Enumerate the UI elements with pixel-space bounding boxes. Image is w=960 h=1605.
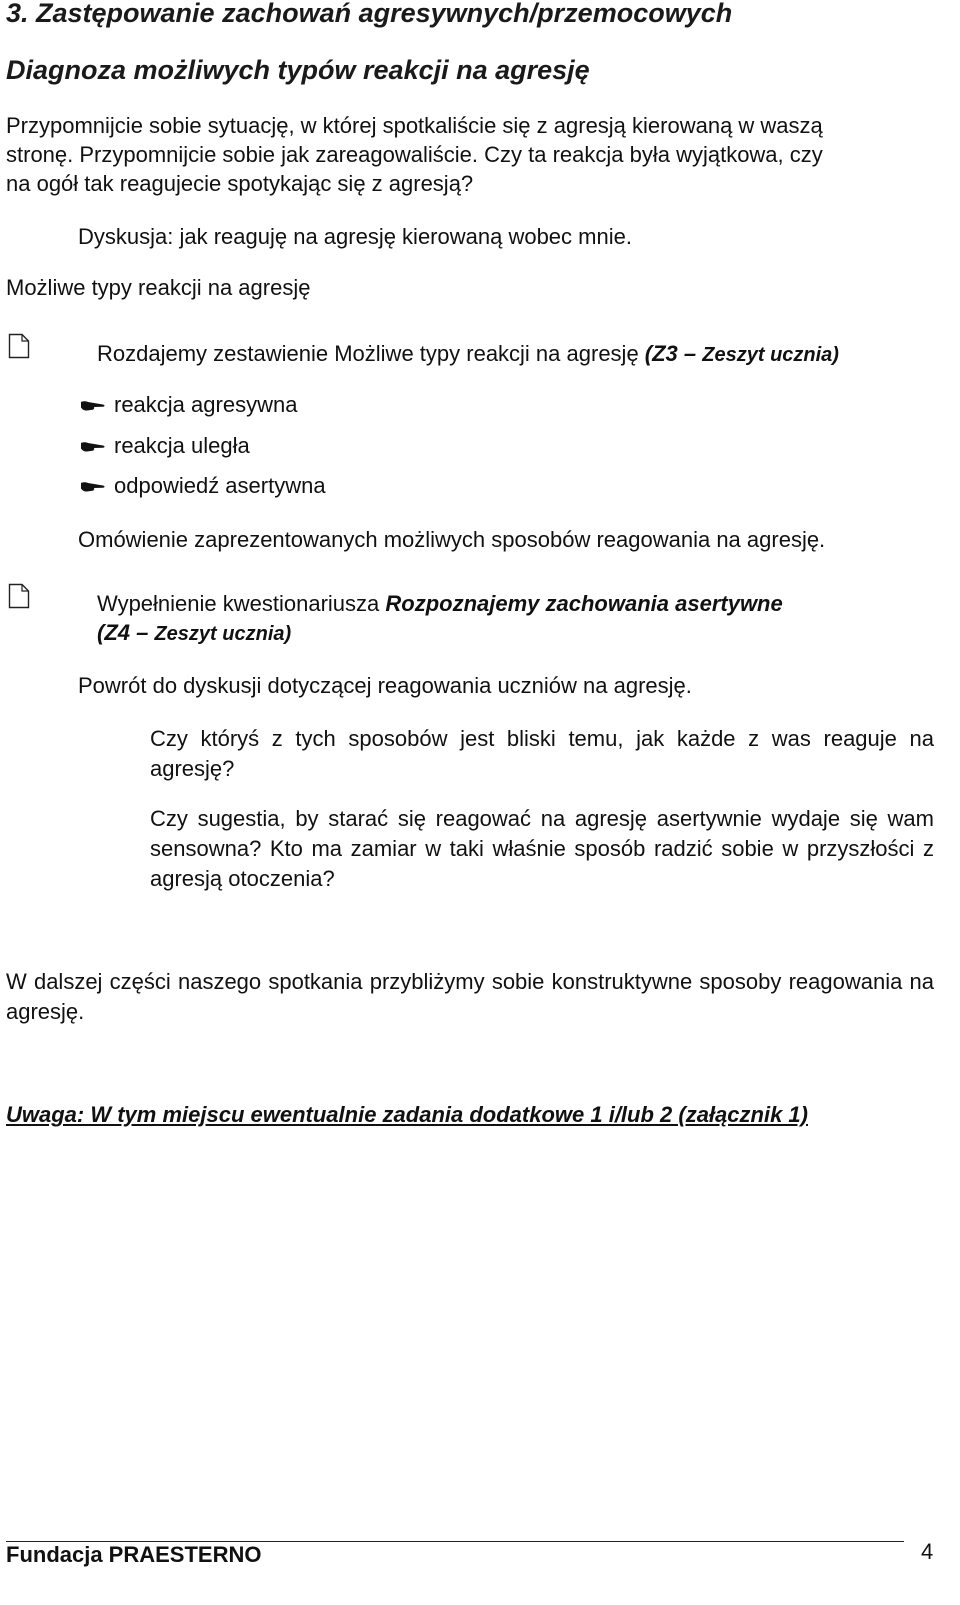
section-title: 3. Zastępowanie zachowań agresywnych/przemocowych: [6, 0, 733, 28]
page-number: 4: [921, 1539, 934, 1564]
handout-2-ref-book: Zeszyt ucznia): [154, 623, 292, 645]
intro-line-1: Przypomnijcie sobie sytuację, w której spotkaliście się z agresją kierowaną w waszą: [6, 113, 823, 138]
handout-2-description: Wypełnienie kwestionariusza: [97, 591, 386, 616]
note: Uwaga: W tym miejscu ewentualnie zadania dodatkowe 1 i/lub 2 (załącznik 1): [6, 1102, 808, 1127]
reaction-type-item: odpowiedź asertywna: [114, 473, 326, 498]
intro-line-3: na ogół tak reagujecie spotykając się z agresją?: [6, 171, 474, 196]
handout-1-ref-prefix: (Z3 –: [644, 341, 703, 366]
closing-paragraph: W dalszej części naszego spotkania przybliżymy sobie konstruktywne sposoby reagowania na agresję.: [6, 969, 934, 1024]
subtitle: Diagnoza możliwych typów reakcji na agresję: [6, 55, 590, 85]
handout-2-title: Rozpoznajemy zachowania asertywne: [385, 591, 783, 616]
question-1: Czy któryś z tych sposobów jest bliski temu, jak każde z was reaguje na agresję?: [150, 726, 934, 781]
footer-organization: Fundacja PRAESTERNO: [6, 1542, 262, 1567]
handout-1-description: Rozdajemy zestawienie Możliwe typy reakcji na agresję: [97, 341, 645, 366]
intro-line-2: stronę. Przypomnijcie sobie jak zareagowaliście. Czy ta reakcja była wyjątkowa, czy: [6, 142, 823, 167]
document-icon: [8, 583, 30, 609]
handout-2-text: [97, 589, 783, 619]
return-to-discussion: Powrót do dyskusji dotyczącej reagowania uczniów na agresję.: [78, 673, 692, 698]
handout-2-ref: [97, 618, 291, 649]
discussion-prompt: Dyskusja: jak reaguję na agresję kierowaną wobec mnie.: [78, 224, 632, 249]
discussion-2: Omówienie zaprezentowanych możliwych sposobów reagowania na agresję.: [78, 527, 826, 552]
reaction-type-item: reakcja agresywna: [114, 392, 298, 417]
pointing-hand-icon: [80, 479, 106, 493]
pointing-hand-icon: [80, 439, 106, 453]
reaction-type-item: reakcja uległa: [114, 433, 250, 458]
pointing-hand-icon: [80, 398, 106, 412]
handout-2-ref-prefix: (Z4 –: [97, 620, 155, 645]
types-heading: Możliwe typy reakcji na agresję: [6, 275, 311, 300]
handout-1-ref-book: Zeszyt ucznia): [702, 344, 839, 366]
question-2: Czy sugestia, by starać się reagować na agresję asertywnie wydaje się wam sensowna? Kto ma zamiar w taki właśnie sposób radzić sobie w przyszłości z agresją otoczenia?: [150, 806, 934, 891]
handout-1-text: [97, 339, 839, 370]
document-icon: [8, 333, 30, 359]
